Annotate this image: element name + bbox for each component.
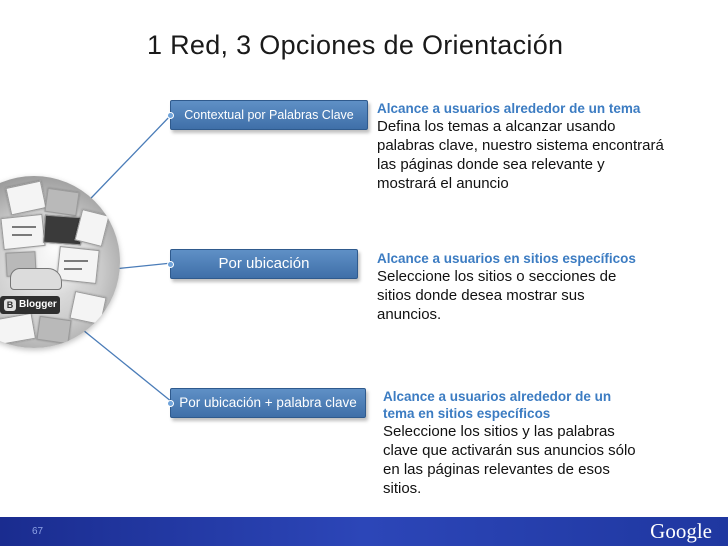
car-image xyxy=(10,268,62,290)
connector-dot-icon xyxy=(167,400,174,407)
option-heading: Alcance a usuarios alrededor de un tema en sitios específicos xyxy=(383,389,612,421)
option-text: Defina los temas a alcanzar usando palabras clave, nuestro sistema encontrará las páginas donde sea relevante y mostrará el anuncio xyxy=(377,118,664,192)
connector-dot-icon xyxy=(167,261,174,268)
blogger-badge xyxy=(0,296,60,314)
blogger-label: Blogger xyxy=(19,299,57,310)
option-label: Por ubicación xyxy=(218,255,310,272)
blogger-icon: B xyxy=(4,299,16,311)
option-text: Seleccione los sitios y las palabras clave que activarán sus anuncios sólo en las páginas relevantes de esos sitios. xyxy=(383,423,636,497)
connector-dot-icon xyxy=(167,112,174,119)
option-placement-label xyxy=(170,249,358,279)
option-label: Por ubicación + palabra clave xyxy=(179,395,357,410)
option-heading: Alcance a usuarios en sitios específicos xyxy=(377,251,636,266)
google-logo: Google xyxy=(650,519,712,543)
option-contextual-label xyxy=(170,100,368,130)
option-placement-keyword-description xyxy=(383,388,645,498)
option-label: Contextual por Palabras Clave xyxy=(184,108,354,122)
option-placement-keyword-label xyxy=(170,388,366,418)
option-heading: Alcance a usuarios alrededor de un tema xyxy=(377,101,641,116)
option-placement-description xyxy=(377,250,647,324)
slide-number: 67 xyxy=(32,526,44,537)
footer-bar xyxy=(0,517,728,546)
option-text: Seleccione los sitios o secciones de sitios donde desea mostrar sus anuncios. xyxy=(377,268,617,323)
slide-title: 1 Red, 3 Opciones de Orientación xyxy=(147,30,564,60)
option-contextual-description xyxy=(377,100,667,193)
